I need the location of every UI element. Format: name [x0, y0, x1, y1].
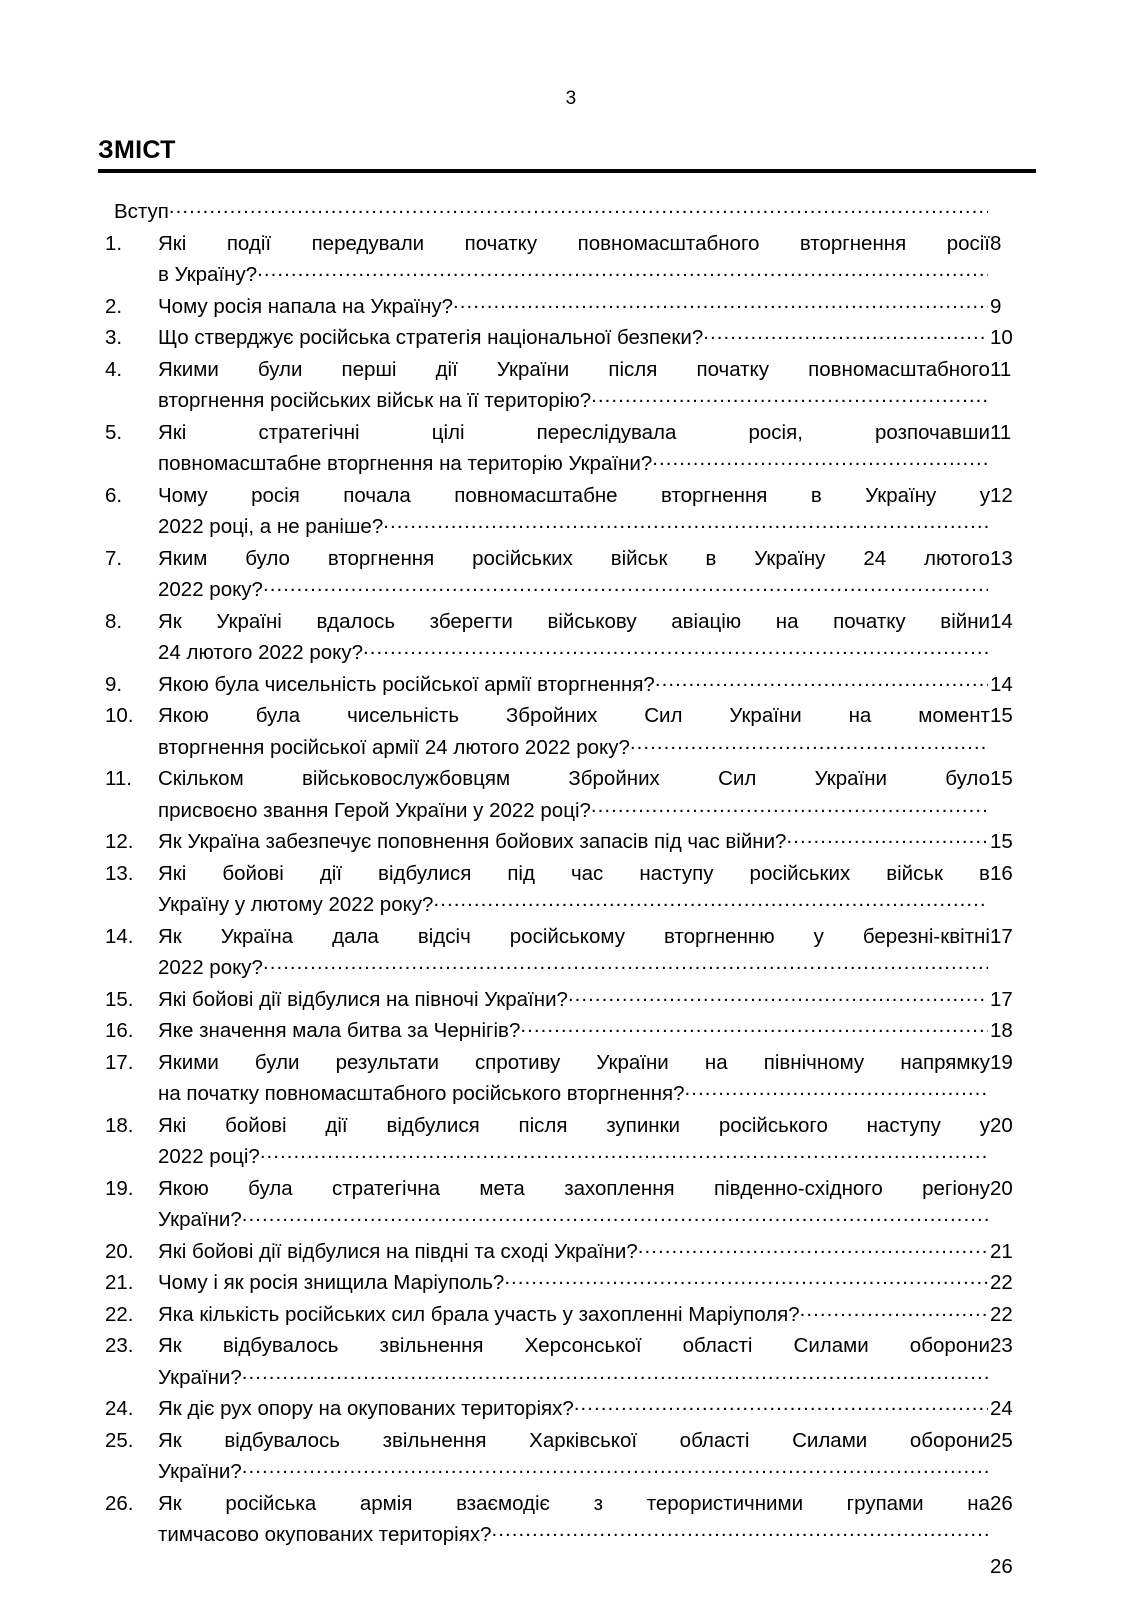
toc-entry-title: Як відбувалось звільнення Херсонської області Силами оборони: [158, 1334, 990, 1357]
toc-page-number[interactable]: 24: [990, 1397, 1013, 1420]
toc-entry[interactable]: [0, 669, 1142, 701]
toc-line: [158, 543, 990, 575]
toc-entry-number: 18.: [105, 1113, 134, 1137]
dot-leader: [568, 985, 988, 1006]
toc-entry[interactable]: [0, 1456, 1142, 1488]
toc-entry-title: Які стратегічні цілі переслідувала росія, розпочавши: [158, 420, 990, 444]
toc-line: [158, 732, 990, 764]
toc-entry[interactable]: [0, 228, 1142, 260]
dot-leader: [363, 639, 988, 660]
toc-entry-line: [0, 1330, 1142, 1362]
toc-entry-line: [0, 543, 1142, 575]
toc-entry-title: 2022 році?: [158, 1145, 260, 1168]
toc-entry-title: Як відбувалось звільнення Харківської області Силами оборони: [158, 1428, 990, 1452]
toc-entry-title: Яка кількість російських сил брала участь у захопленні Маріуполя?: [158, 1302, 800, 1326]
toc-entry-body: [158, 448, 990, 480]
toc-entry-body: [114, 196, 990, 228]
toc-page-number[interactable]: 12: [990, 483, 1013, 507]
toc-page-number[interactable]: 22: [990, 1302, 1013, 1326]
toc-line: [158, 480, 990, 512]
toc-entry-body: [158, 889, 990, 921]
toc-entry-line: [0, 1425, 1142, 1457]
toc-entry-title: Як діє рух опору на окупованих територіях?: [158, 1397, 574, 1420]
toc-entry-title: Яке значення мала битва за Чернігів?: [158, 1019, 521, 1042]
toc-entry[interactable]: [0, 606, 1142, 638]
toc-entry-body: [158, 291, 990, 323]
dot-leader: [685, 1080, 988, 1101]
toc-entry[interactable]: [0, 1519, 1142, 1551]
toc-entry-body: [158, 417, 990, 449]
toc-entry-body: [158, 795, 990, 827]
dot-leader: [655, 670, 988, 691]
toc-line: [158, 1362, 990, 1394]
toc-entry-title: 2022 році, а не раніше?: [158, 515, 384, 538]
toc-line: [158, 1078, 990, 1110]
toc-entry-line: [0, 606, 1142, 638]
toc-entry-title: України?: [158, 1365, 242, 1389]
toc-page-number[interactable]: 17: [990, 987, 1013, 1011]
toc-line: [158, 1204, 990, 1236]
toc-entry[interactable]: [0, 1236, 1142, 1268]
toc-entry-title: Як Україна забезпечує поповнення бойових запасів під час війни?: [158, 830, 787, 853]
toc-page-number[interactable]: 15: [990, 767, 1013, 790]
toc-entry-body: [158, 1110, 990, 1142]
toc-entry-body: [158, 826, 990, 858]
toc-entry[interactable]: [0, 826, 1142, 858]
toc-entry-body: [158, 858, 990, 890]
toc-entry-line: [0, 700, 1142, 732]
toc-entry-line: [0, 480, 1142, 512]
toc-entry-number: 1.: [105, 231, 123, 255]
toc-entry[interactable]: [0, 1110, 1142, 1142]
toc-entry[interactable]: [0, 1393, 1142, 1425]
toc-entry-number: 11.: [105, 767, 132, 790]
toc-entry-title: Що стверджує російська стратегія національної безпеки?: [158, 326, 704, 349]
toc-entry[interactable]: [0, 763, 1142, 795]
toc-entry-number: 7.: [105, 546, 123, 570]
toc-entry-body: [158, 763, 990, 795]
toc-entry-title: Чому росія почала повномасштабне вторгнення в Україну у: [158, 483, 990, 507]
toc-entry-number: 24.: [105, 1397, 134, 1420]
toc-entry[interactable]: [0, 1488, 1142, 1520]
toc-entry-number: 8.: [105, 609, 123, 633]
toc-line: [158, 826, 990, 858]
dot-leader: [242, 1458, 988, 1479]
toc-line: [114, 196, 990, 228]
toc-entry[interactable]: [0, 1015, 1142, 1047]
dot-leader: [260, 1143, 988, 1164]
toc-entry-number: 21.: [105, 1271, 134, 1294]
toc-entry[interactable]: [0, 1362, 1142, 1394]
toc-line: [158, 322, 990, 354]
toc-line: [158, 1015, 990, 1047]
toc-entry-body: [158, 1519, 990, 1551]
dot-leader: [520, 1017, 988, 1038]
toc-line: [158, 1425, 990, 1457]
toc-page-number[interactable]: 11: [990, 420, 1012, 444]
toc-entry-body: [158, 1236, 990, 1268]
toc-line: [158, 858, 990, 890]
toc-page-number[interactable]: 19: [990, 1050, 1013, 1074]
toc-line: [158, 354, 990, 386]
dot-leader: [383, 513, 988, 534]
toc-entry-title: України?: [158, 1460, 242, 1483]
toc-entry-line: [0, 1173, 1142, 1205]
toc-page-number[interactable]: 13: [990, 546, 1013, 570]
toc-entry-title: Чому росія напала на Україну?: [158, 294, 453, 318]
toc-page-number[interactable]: 22: [990, 1271, 1013, 1294]
toc-line: [158, 1456, 990, 1488]
toc-entry-title: 24 лютого 2022 року?: [158, 641, 364, 664]
toc-entry-title: вторгнення російських військ на її територію?: [158, 389, 592, 412]
toc-line: [158, 228, 990, 260]
toc-entry-title: Якими були результати спротиву України на північному напрямку: [158, 1050, 990, 1074]
toc-entry-line: [0, 858, 1142, 890]
toc-page-number[interactable]: 20: [990, 1113, 1013, 1137]
toc-entry-body: [158, 1362, 990, 1394]
toc-entry-body: [158, 228, 990, 260]
toc-entry[interactable]: [0, 1330, 1142, 1362]
toc-entry-title: Які бойові дії відбулися на півдні та сході України?: [158, 1239, 638, 1263]
toc-page-number[interactable]: 17: [990, 924, 1013, 948]
toc-entry-number: 9.: [105, 672, 123, 696]
toc-entry-body: [158, 1393, 990, 1425]
toc-page-number[interactable]: 10: [990, 326, 1013, 349]
toc-entry[interactable]: [0, 511, 1142, 543]
toc-line: [158, 291, 990, 323]
toc-entry[interactable]: [0, 1078, 1142, 1110]
toc-entry[interactable]: [0, 385, 1142, 417]
toc-line: [158, 1047, 990, 1079]
toc-entry[interactable]: [0, 637, 1142, 669]
toc-line: [158, 1519, 990, 1551]
toc-line: [158, 795, 990, 827]
toc-entry-title: тимчасово окупованих територіях?: [158, 1523, 492, 1546]
toc-line: [158, 606, 990, 638]
toc-entry[interactable]: [0, 543, 1142, 575]
contents-heading-block: [98, 136, 1036, 173]
toc-line: [158, 952, 990, 984]
toc-line: [158, 1299, 990, 1331]
toc-entry[interactable]: [0, 196, 1142, 228]
toc-entry[interactable]: [0, 322, 1142, 354]
toc-entry-number: 15.: [105, 987, 134, 1011]
toc-line: [158, 417, 990, 449]
toc-entry[interactable]: [0, 417, 1142, 449]
toc-entry[interactable]: [0, 858, 1142, 890]
toc-entry-title: в Україну?: [158, 263, 258, 286]
toc-entry-line: [0, 1519, 1142, 1578]
toc-entry-title: Які бойові дії відбулися після зупинки російського наступу у: [158, 1113, 990, 1137]
dot-leader: [257, 261, 988, 282]
toc-entry-title: Якою була стратегічна мета захоплення південно-східного регіону: [158, 1176, 990, 1200]
toc-entry-body: [158, 1173, 990, 1205]
toc-entry[interactable]: [0, 448, 1142, 480]
toc-entry-title: Які бойові дії відбулися під час наступу російських військ в: [158, 861, 990, 885]
toc-entry-number: 20.: [105, 1239, 134, 1263]
dot-leader: [491, 1521, 988, 1542]
toc-line: [158, 984, 990, 1016]
toc-line: [158, 448, 990, 480]
toc-line: [158, 259, 990, 291]
toc-line: [158, 1488, 990, 1520]
toc-entry-title: Якою була чисельність російської армії вторгнення?: [158, 672, 655, 696]
dot-leader: [453, 292, 988, 313]
toc-entry[interactable]: [0, 1047, 1142, 1079]
toc-line: [158, 385, 990, 417]
toc-entry-title: Як Україна дала відсіч російському вторгненню у березні-квітні: [158, 924, 990, 948]
toc-entry-number: 16.: [105, 1019, 134, 1042]
toc-entry-number: 23.: [105, 1334, 134, 1357]
page-folio-number: 3: [565, 88, 577, 109]
toc-line: [158, 511, 990, 543]
toc-entry[interactable]: [0, 700, 1142, 732]
toc-entry[interactable]: [0, 1425, 1142, 1457]
toc-entry-title: України?: [158, 1208, 242, 1231]
toc-entry-body: [158, 921, 990, 953]
table-of-contents: [0, 196, 1142, 1578]
toc-line: [158, 1267, 990, 1299]
toc-entry-body: [158, 322, 990, 354]
toc-entry-line: [0, 417, 1142, 449]
toc-line: [158, 1173, 990, 1205]
toc-entry-title: Які бойові дії відбулися на півночі України?: [158, 987, 568, 1011]
toc-entry-title: Чому і як росія знищила Маріуполь?: [158, 1271, 505, 1294]
toc-entry-title: Україну у лютому 2022 року?: [158, 893, 434, 916]
toc-page-number[interactable]: 14: [990, 672, 1013, 696]
toc-entry[interactable]: [0, 354, 1142, 386]
toc-entry-title: Як Україні вдалось зберегти військову авіацію на початку війни: [158, 609, 990, 633]
toc-line: [158, 921, 990, 953]
toc-entry-body: [158, 700, 990, 732]
toc-entry-line: [0, 921, 1142, 953]
toc-line: [158, 669, 990, 701]
dot-leader: [504, 1269, 988, 1290]
heading-divider: [98, 169, 1036, 173]
toc-page-number[interactable]: 15: [990, 830, 1013, 853]
toc-entry-line: [0, 1110, 1142, 1142]
toc-entry[interactable]: [0, 921, 1142, 953]
toc-entry-title: Як російська армія взаємодіє з терористичними групами на: [158, 1491, 990, 1515]
toc-entry-number: 25.: [105, 1428, 134, 1452]
toc-page-number[interactable]: 23: [990, 1334, 1013, 1357]
dot-leader: [263, 576, 988, 597]
toc-entry[interactable]: [0, 1204, 1142, 1236]
dot-leader: [800, 1300, 988, 1321]
toc-entry[interactable]: [0, 732, 1142, 764]
toc-line: [158, 1141, 990, 1173]
dot-leader: [630, 733, 988, 754]
toc-page-number[interactable]: 25: [990, 1428, 1013, 1452]
toc-entry[interactable]: [0, 574, 1142, 606]
toc-entry[interactable]: [0, 795, 1142, 827]
toc-entry-body: [158, 669, 990, 701]
dot-leader: [652, 450, 988, 471]
toc-entry-line: [0, 354, 1142, 386]
toc-line: [158, 1393, 990, 1425]
toc-entry[interactable]: [0, 480, 1142, 512]
toc-entry-body: [158, 354, 990, 386]
toc-entry-body: [158, 1267, 990, 1299]
toc-entry-body: [158, 511, 990, 543]
toc-entry[interactable]: [0, 1141, 1142, 1173]
toc-entry-number: 12.: [105, 830, 134, 853]
toc-entry-line: [0, 763, 1142, 795]
toc-entry-title: присвоєно звання Герой України у 2022 році?: [158, 798, 591, 822]
toc-entry-number: 2.: [105, 294, 123, 318]
toc-entry-line: [0, 1047, 1142, 1079]
toc-line: [158, 1236, 990, 1268]
toc-entry-title: Яким було вторгнення російських військ в Україну 24 лютого: [158, 546, 990, 570]
toc-entry[interactable]: [0, 984, 1142, 1016]
toc-entry-number: 17.: [105, 1050, 134, 1074]
toc-page-number[interactable]: 14: [990, 609, 1013, 633]
toc-page-number[interactable]: 8: [990, 231, 1002, 255]
toc-entry-title: вторгнення російської армії 24 лютого 2022 року?: [158, 735, 630, 759]
dot-leader: [703, 324, 988, 345]
toc-line: [158, 700, 990, 732]
toc-entry-number: 10.: [105, 704, 134, 727]
dot-leader: [574, 1395, 988, 1416]
toc-entry-title: Якими були перші дії України після початку повномасштабного: [158, 357, 990, 381]
toc-line: [158, 763, 990, 795]
toc-entry-title: Якою була чисельність Збройних Сил України на момент: [158, 704, 990, 727]
toc-entry-body: [158, 1078, 990, 1110]
dot-leader: [242, 1363, 988, 1384]
toc-entry-body: [158, 1456, 990, 1488]
toc-page-number[interactable]: 16: [990, 861, 1013, 885]
dot-leader: [591, 387, 988, 408]
toc-entry[interactable]: [0, 952, 1142, 984]
toc-page-number[interactable]: 21: [990, 1239, 1013, 1263]
toc-entry[interactable]: [0, 1299, 1142, 1331]
toc-entry-body: [158, 952, 990, 984]
toc-entry-number: 3.: [105, 326, 123, 349]
toc-entry-number: 14.: [105, 924, 134, 948]
dot-leader: [242, 1206, 988, 1227]
toc-page-number[interactable]: 9: [990, 294, 1002, 318]
toc-page-number[interactable]: 15: [990, 704, 1013, 727]
toc-entry[interactable]: [0, 1173, 1142, 1205]
toc-page-number[interactable]: 20: [990, 1176, 1013, 1200]
dot-leader: [786, 828, 988, 849]
toc-entry-body: [158, 259, 990, 291]
toc-entry[interactable]: [0, 1267, 1142, 1299]
dot-leader: [638, 1237, 988, 1258]
toc-entry-title: повномасштабне вторгнення на територію України?: [158, 452, 653, 475]
toc-page-number[interactable]: 11: [990, 357, 1012, 381]
toc-entry[interactable]: [0, 259, 1142, 291]
toc-entry-body: [158, 1141, 990, 1173]
toc-entry-body: [158, 732, 990, 764]
toc-entry-number: 19.: [105, 1176, 134, 1200]
toc-entry-body: [158, 1299, 990, 1331]
toc-line: [158, 637, 990, 669]
dot-leader: [433, 891, 988, 912]
toc-entry-title: 2022 року?: [158, 956, 263, 979]
toc-entry-body: [158, 480, 990, 512]
toc-entry-number: 13.: [105, 861, 134, 885]
toc-entry-body: [158, 1015, 990, 1047]
toc-entry-number: 26.: [105, 1491, 134, 1515]
toc-page-number[interactable]: 26: [990, 1554, 1013, 1578]
toc-entry-body: [158, 1204, 990, 1236]
dot-leader: [263, 954, 988, 975]
toc-entry-number: 5.: [105, 420, 123, 444]
toc-entry-body: [158, 984, 990, 1016]
toc-entry-body: [158, 1425, 990, 1457]
toc-entry-body: [158, 385, 990, 417]
toc-entry-title: на початку повномасштабного російського вторгнення?: [158, 1082, 685, 1105]
toc-entry-body: [158, 543, 990, 575]
toc-line: [158, 889, 990, 921]
toc-page-number[interactable]: 18: [990, 1019, 1013, 1042]
toc-entry-line: [0, 1488, 1142, 1520]
dot-leader: [169, 198, 988, 219]
toc-entry-title: 2022 року?: [158, 578, 263, 601]
toc-entry-title: Які події передували початку повномасштабного вторгнення росії: [158, 231, 990, 255]
toc-entry-number: 22.: [105, 1302, 134, 1326]
toc-line: [158, 1110, 990, 1142]
toc-entry[interactable]: [0, 889, 1142, 921]
toc-entry-number: 4.: [105, 357, 123, 381]
toc-entry-line: [0, 228, 1142, 260]
toc-entry[interactable]: [0, 291, 1142, 323]
toc-entry-body: [158, 1488, 990, 1520]
toc-line: [158, 574, 990, 606]
toc-entry-body: [158, 574, 990, 606]
dot-leader: [591, 796, 988, 817]
toc-entry-title: Вступ: [114, 200, 169, 223]
toc-entry-body: [158, 637, 990, 669]
toc-entry-body: [158, 606, 990, 638]
toc-entry-title: Скільком військовослужбовцям Збройних Сил України було: [158, 767, 990, 790]
toc-entry-body: [158, 1330, 990, 1362]
toc-entry-number: 6.: [105, 483, 123, 507]
toc-page-number[interactable]: 26: [990, 1491, 1013, 1515]
toc-line: [158, 1330, 990, 1362]
page-title: ЗМІСТ: [98, 136, 176, 164]
toc-entry-body: [158, 1047, 990, 1079]
